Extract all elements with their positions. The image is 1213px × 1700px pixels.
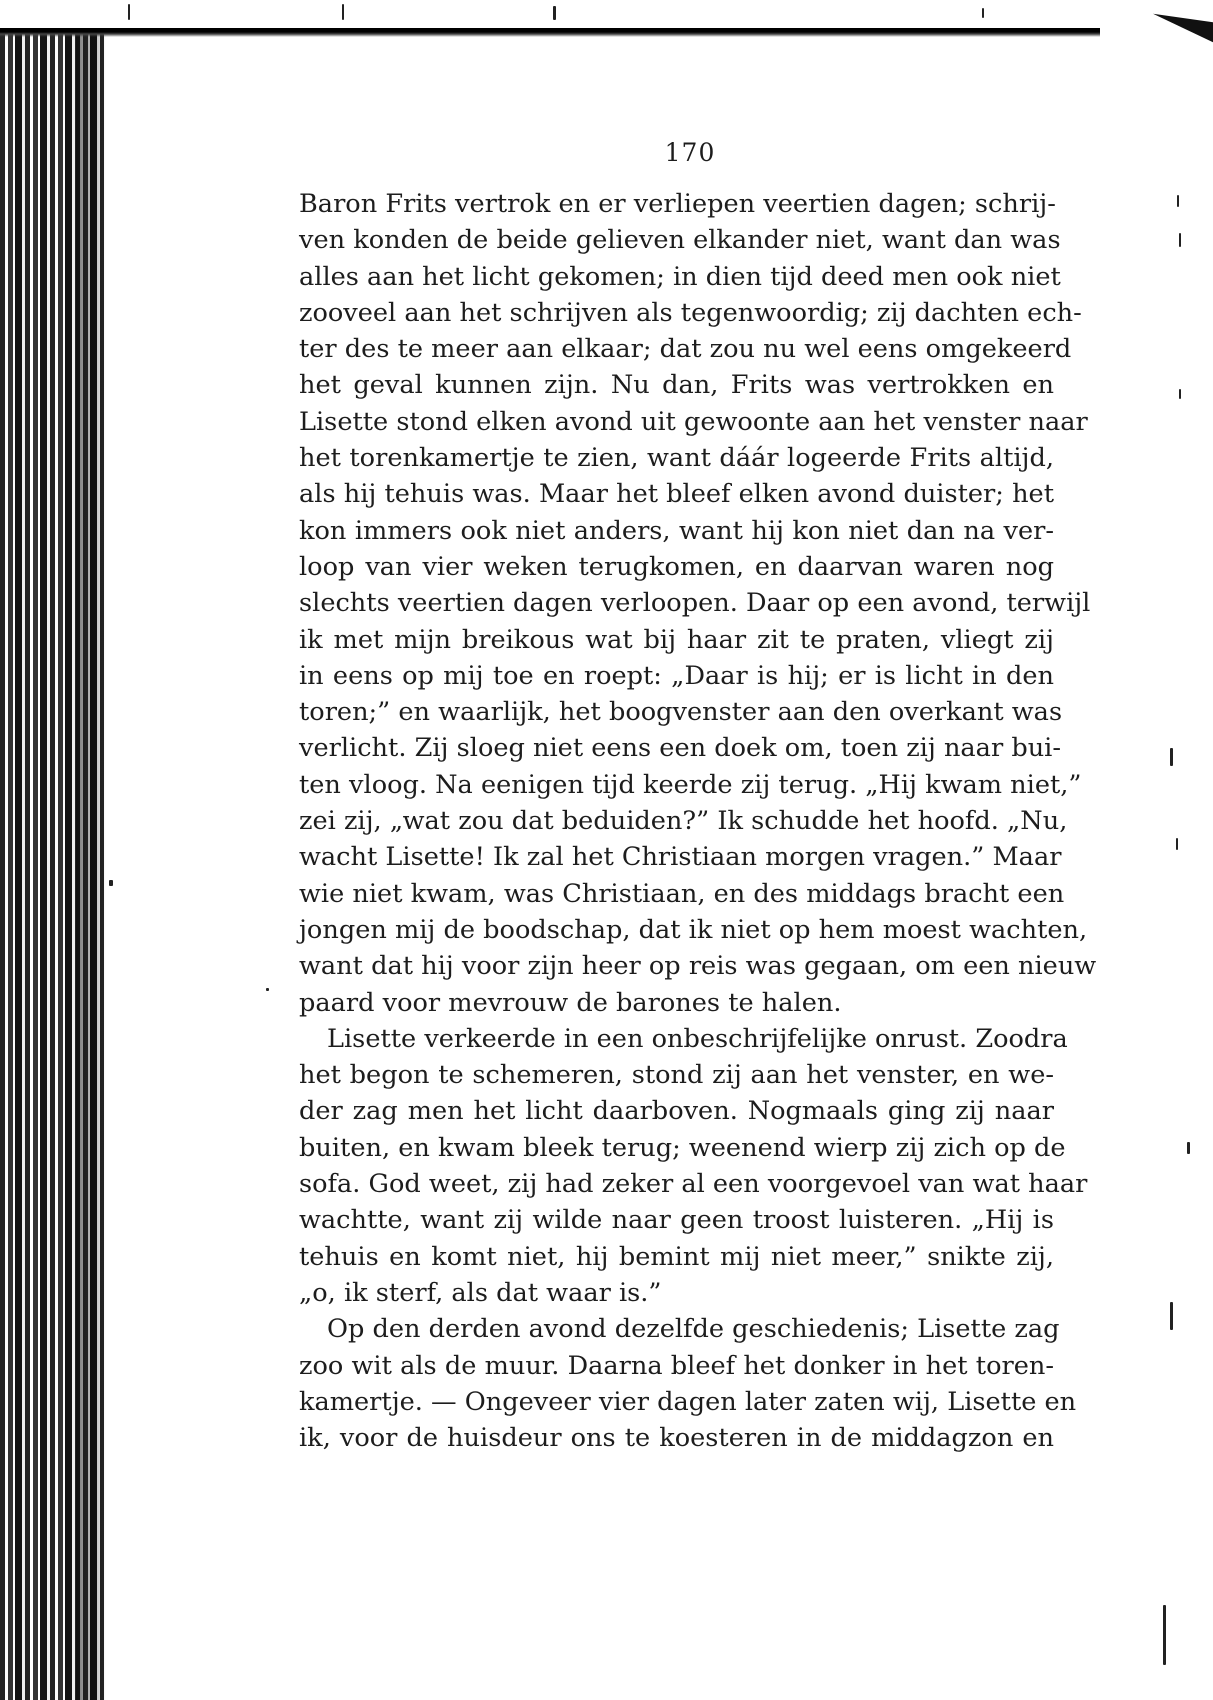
- text-line: ik, voor de huisdeur ons te koesteren in de middagzon en: [299, 1423, 1054, 1454]
- text-line: wie niet kwam, was Christiaan, en des middags bracht een: [299, 878, 1065, 909]
- text-line: wachtte, want zij wilde naar geen troost luisteren. „Hij is: [299, 1205, 1054, 1236]
- page-number: 170: [664, 138, 716, 167]
- text-line: sofa. God weet, zij had zeker al een voorgevoel van wat haar: [299, 1169, 1088, 1200]
- text-line: Baron Frits vertrok en er verliepen veertien dagen; schrij-: [299, 189, 1056, 219]
- text-line: Lisette stond elken avond uit gewoonte aan het venster naar: [299, 406, 1088, 437]
- speck: [553, 6, 556, 20]
- text-line: slechts veertien dagen verloopen. Daar op een avond, terwijl: [299, 588, 1091, 619]
- text-line: der zag men het licht daarboven. Nogmaals ging zij naar: [299, 1096, 1054, 1127]
- text-line: het begon te schemeren, stond zij aan het venster, en we-: [299, 1060, 1054, 1091]
- text-line: het geval kunnen zijn. Nu dan, Frits was vertrokken en: [299, 370, 1054, 401]
- body-text: [299, 186, 1097, 1456]
- text-line: zei zij, „wat zou dat beduiden?” Ik schudde het hoofd. „Nu,: [299, 806, 1068, 837]
- speck: [1187, 1142, 1190, 1154]
- speck: [342, 4, 344, 20]
- corner-mark: [1153, 14, 1213, 42]
- text-line: kon immers ook niet anders, want hij kon niet dan na ver-: [299, 515, 1054, 546]
- text-line: ten vloog. Na eenigen tijd keerde zij terug. „Hij kwam niet,”: [299, 769, 1082, 800]
- text-line: want dat hij voor zijn heer op reis was gegaan, om een nieuw: [299, 951, 1097, 982]
- text-line: buiten, en kwam bleek terug; weenend wierp zij zich op de: [299, 1132, 1066, 1163]
- speck: [982, 8, 984, 18]
- text-line: kamertje. — Ongeveer vier dagen later zaten wij, Lisette en: [299, 1386, 1077, 1417]
- text-line: „o, ik sterf, als dat waar is.”: [299, 1277, 662, 1308]
- speck: [1176, 838, 1178, 850]
- text-line: als hij tehuis was. Maar het bleef elken avond duister; het: [299, 479, 1054, 510]
- text-line: in eens op mij toe en roept: „Daar is hij; er is licht in den: [299, 660, 1054, 691]
- text-line: wacht Lisette! Ik zal het Christiaan morgen vragen.” Maar: [299, 842, 1062, 873]
- text-line: Lisette verkeerde in een onbeschrijfelijke onrust. Zoodra: [327, 1023, 1068, 1054]
- text-line: verlicht. Zij sloeg niet eens een doek om, toen zij naar bui-: [299, 733, 1062, 764]
- text-line: loop van vier weken terugkomen, en daarvan waren nog: [299, 551, 1054, 582]
- speck: [266, 988, 269, 991]
- speck: [1179, 389, 1181, 399]
- text-line: Op den derden avond dezelfde geschiedenis; Lisette zag: [327, 1314, 1060, 1345]
- text-line: tehuis en komt niet, hij bemint mij niet meer,” snikte zij,: [299, 1241, 1054, 1272]
- page-top-edge: [0, 28, 1100, 37]
- text-line: het torenkamertje te zien, want dáár logeerde Frits altijd,: [299, 443, 1054, 474]
- text-line: ik met mijn breikous wat bij haar zit te praten, vliegt zij: [299, 624, 1054, 655]
- speck: [1177, 195, 1179, 207]
- binding-shadow: [76, 28, 106, 1700]
- text-line: ven konden de beide gelieven elkander niet, want dan was: [299, 225, 1061, 256]
- speck: [1179, 233, 1181, 247]
- speck: [1163, 1605, 1166, 1665]
- text-line: paard voor mevrouw de barones te halen.: [299, 987, 842, 1018]
- speck: [109, 880, 113, 886]
- speck: [1170, 748, 1173, 766]
- speck: [1170, 1302, 1173, 1330]
- text-line: zoo wit als de muur. Daarna bleef het donker in het toren-: [299, 1350, 1054, 1381]
- speck: [128, 4, 130, 20]
- text-line: jongen mij de boodschap, dat ik niet op hem moest wachten,: [299, 914, 1088, 945]
- text-line: ter des te meer aan elkaar; dat zou nu wel eens omgekeerd: [299, 334, 1072, 365]
- text-line: alles aan het licht gekomen; in dien tijd deed men ook niet: [299, 261, 1061, 292]
- text-line: zooveel aan het schrijven als tegenwoordig; zij dachten ech-: [299, 297, 1082, 328]
- text-line: toren;” en waarlijk, het boogvenster aan den overkant was: [299, 697, 1063, 728]
